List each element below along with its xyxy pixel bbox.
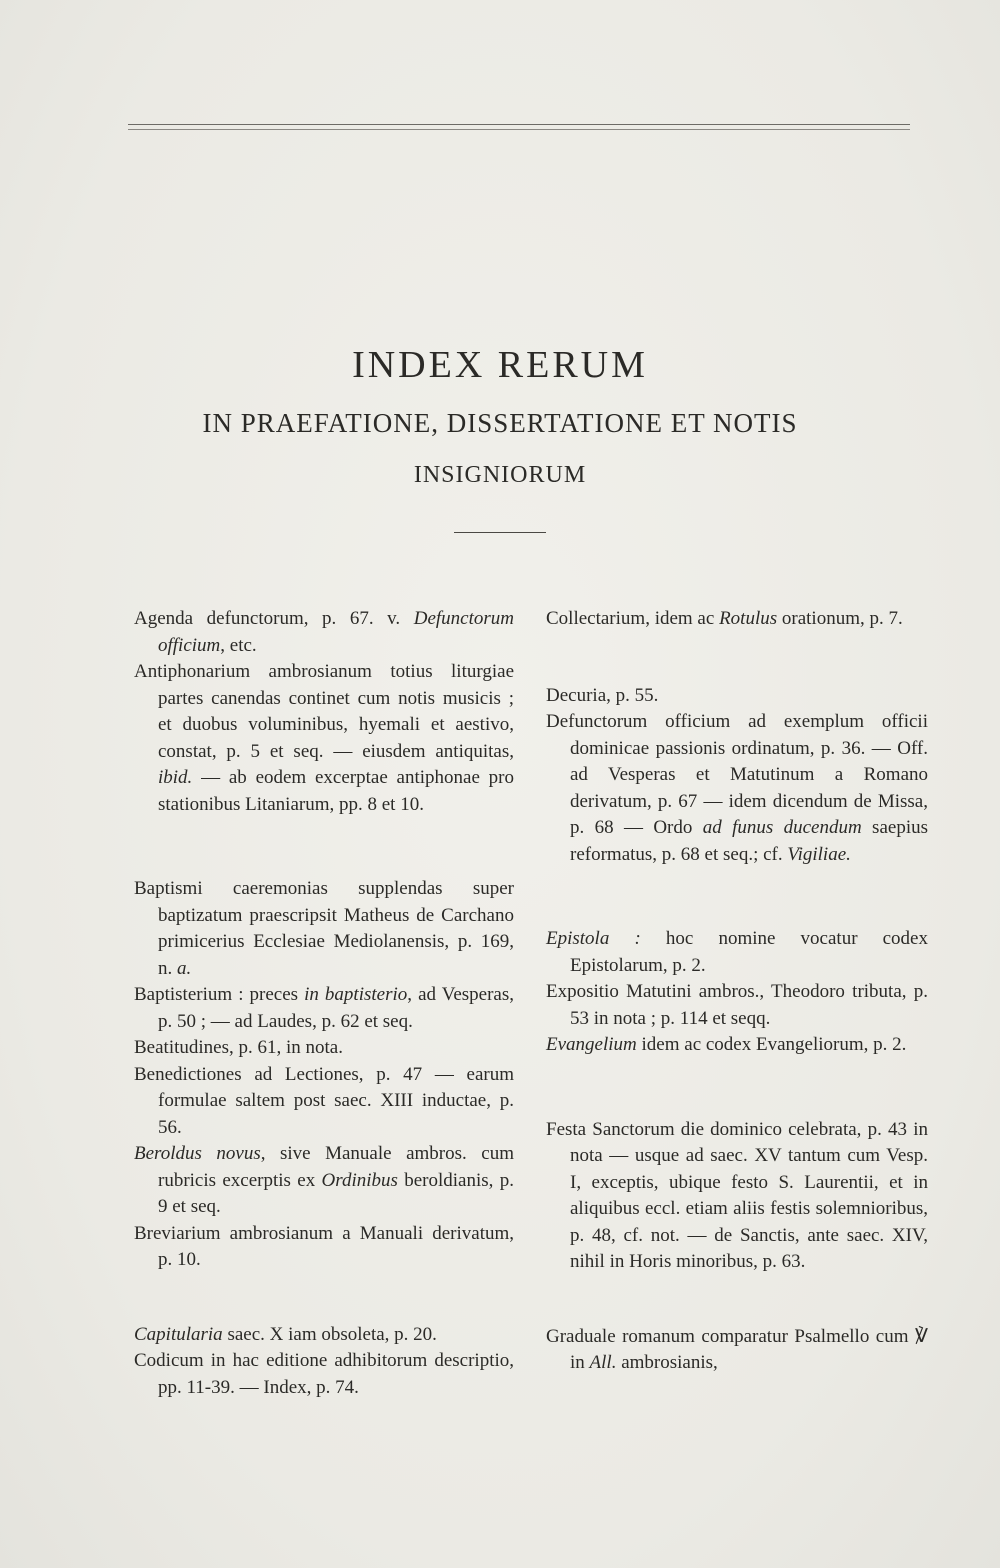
index-entry-breviarium: Breviarium ambrosianum a Manuali derivatum, p. 10. bbox=[134, 1222, 514, 1270]
title-divider bbox=[454, 532, 546, 533]
index-entry-baptismi: Baptismi caeremonias supplendas super baptizatum praescripsit Matheus de Carchano primicerius Ecclesiae Mediolanensis, p. 169, n. a. bbox=[134, 878, 514, 979]
section-gap bbox=[546, 1059, 928, 1117]
index-entry-evangelium: Evangelium idem ac codex Evangeliorum, p. 2. bbox=[546, 1034, 907, 1055]
index-column-right bbox=[546, 606, 928, 1377]
index-entry-agenda: Agenda defunctorum, p. 67. v. Defunctorum officium, etc. bbox=[134, 608, 514, 656]
index-entry-graduale: Graduale romanum comparatur Psalmello cum ℣ in All. ambrosianis, bbox=[546, 1325, 928, 1373]
index-entry-collectarium: Collectarium, idem ac Rotulus orationum, p. 7. bbox=[546, 608, 903, 629]
index-entry-baptisterium: Baptisterium : preces in baptisterio, ad Vesperas, p. 50 ; — ad Laudes, p. 62 et seq. bbox=[134, 984, 514, 1032]
index-entry-antiphonarium: Antiphonarium ambrosianum totius liturgiae partes canendas continet cum notis musicis ; et duobus voluminibus, hyemali et aestivo, constat, p. 5 et seq. — eiusdem antiquitas, ibid. — ab eodem excerptae antiphonae pro stationibus Litaniarum, pp. 8 et 10. bbox=[134, 661, 514, 815]
header-double-rule bbox=[128, 124, 910, 130]
index-entry-expositio: Expositio Matutini ambros., Theodoro tributa, p. 53 in nota ; p. 114 et seqq. bbox=[546, 981, 928, 1029]
section-gap bbox=[546, 1276, 928, 1324]
title-block bbox=[0, 340, 1000, 533]
index-entry-festa: Festa Sanctorum die dominico celebrata, p. 43 in nota — usque ad saec. XV tantum cum Vesp. I, exceptis, ubique festo S. Laurentii, et in aliquibus eccl. etiam aliis festis solemnioribus, p. 48, cf. not. — de Sanctis, ante saec. XIV, nihil in Horis minoribus, p. 63. bbox=[546, 1118, 928, 1272]
index-entry-beatitudines: Beatitudines, p. 61, in nota. bbox=[134, 1037, 343, 1058]
index-entry-decuria: Decuria, p. 55. bbox=[546, 684, 659, 706]
section-gap bbox=[546, 868, 928, 926]
index-entry-codicum: Codicum in hac editione adhibitorum descriptio, pp. 11-39. — Index, p. 74. bbox=[134, 1350, 514, 1398]
page-subtitle: IN PRAEFATIONE, DISSERTATIONE ET NOTIS bbox=[202, 408, 798, 438]
section-gap bbox=[546, 633, 928, 683]
page-title: INDEX RERUM bbox=[352, 344, 648, 386]
page-subtitle-second-line: INSIGNIORUM bbox=[413, 462, 587, 488]
index-entry-capitularia: Capitularia saec. X iam obsoleta, p. 20. bbox=[134, 1323, 437, 1345]
section-gap bbox=[134, 1274, 514, 1322]
section-gap bbox=[134, 818, 514, 876]
index-entry-benedictiones: Benedictiones ad Lectiones, p. 47 — earum formulae saltem post saec. XIII inductae, p. 56. bbox=[134, 1063, 514, 1138]
index-entry-defunctorum: Defunctorum officium ad exemplum officii dominicae passionis ordinatum, p. 36. — Off. ad Vesperas et Matutinum a Romano derivatum, p. 67 — idem dicendum de Missa, p. 68 — Ordo ad funus ducendum saepius reformatus, p. 68 et seq.; cf. Vigiliae. bbox=[546, 711, 928, 865]
index-column-left bbox=[134, 606, 514, 1401]
index-entry-epistola: Epistola : hoc nomine vocatur codex Epistolarum, p. 2. bbox=[546, 928, 928, 976]
index-entry-beroldus: Beroldus novus, sive Manuale ambros. cum rubricis excerptis ex Ordinibus beroldianis, p. 9 et seq. bbox=[134, 1143, 514, 1217]
